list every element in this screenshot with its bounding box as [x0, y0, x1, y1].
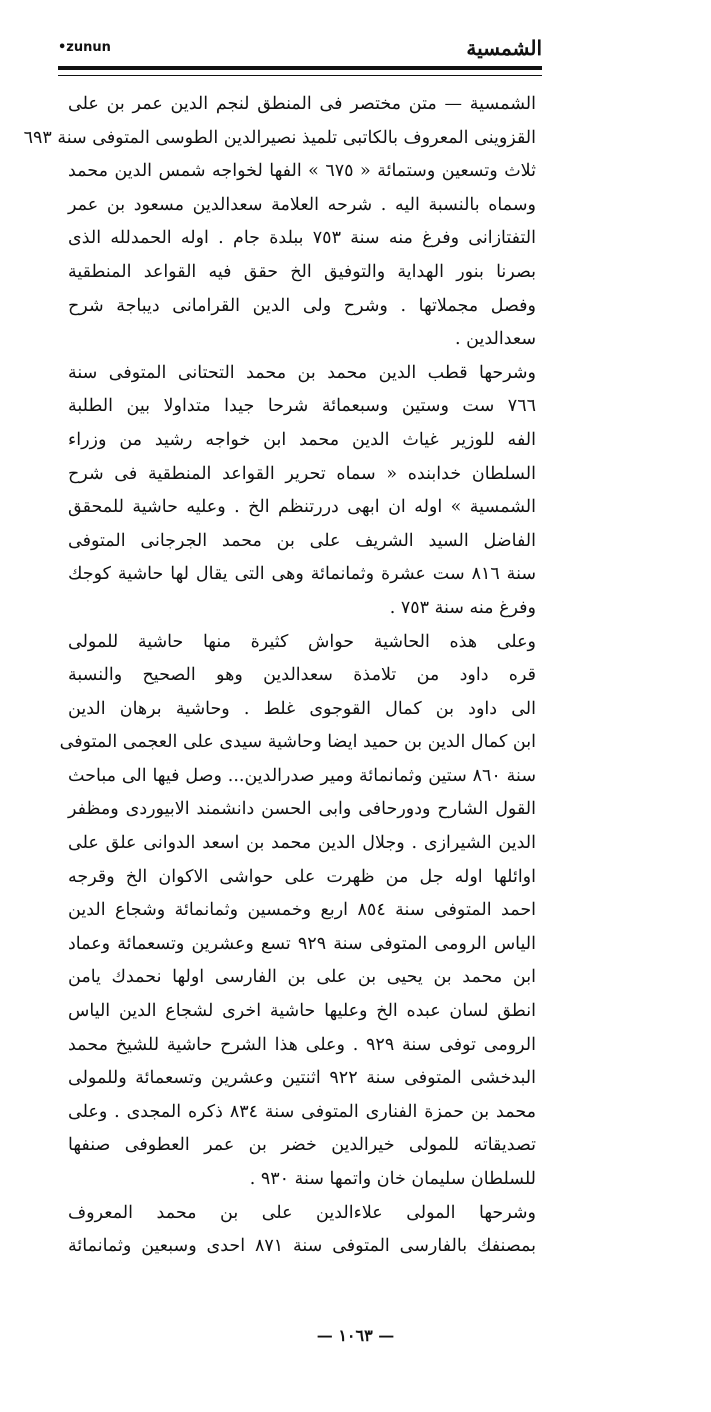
text-line: سعدالدين . [455, 329, 536, 350]
text-line: الفه للوزير غياث الدين محمد ابن خواجه رشيد من وزراء [68, 429, 536, 450]
text-line: ثلاث وتسعين وستمائة « ٦٧٥ » الفها لخواجه شمس الدين محمد [68, 161, 536, 182]
text-line: بمصنفك بالفارسى المتوفى سنة ٨٧١ احدى وسبعين وثمانمائة [68, 1236, 536, 1257]
text-line: السلطان خدابنده « سماه تحرير القواعد المنطقية فى شرح [68, 463, 536, 484]
header-rule-thin [58, 75, 542, 76]
running-title: الشمسية [466, 36, 542, 60]
text-line: القزوينى المعروف بالكاتبى تلميذ نصيرالدين الطوسى المتوفى سنة ٦٩٣ [23, 127, 536, 148]
text-line: وشرحها المولى علاءالدين على بن محمد المعروف [68, 1202, 536, 1223]
text-line: الياس الرومى المتوفى سنة ٩٢٩ تسع وعشرين وتسعمائة وعماد [68, 933, 536, 954]
body-text [23, 88, 537, 1264]
watermark-text: •zunun [58, 40, 111, 55]
text-line: اوائلها اوله جل من ظهرت على حواشى الاكوان الخ وقرجه [68, 866, 536, 887]
text-line: الدين الشيرازى . وجلال الدين محمد بن اسعد الدوانى علق على [68, 833, 536, 854]
text-line: تصديقاته للمولى خيرالدين خضر بن عمر العطوفى صنفها [68, 1135, 536, 1156]
text-line: التفتازانى وفرغ منه سنة ٧٥٣ ببلدة جام . اوله الحمدلله الذى [68, 228, 536, 249]
header-rule-thick [58, 66, 542, 70]
text-line: محمد بن حمزة الفنارى المتوفى سنة ٨٣٤ ذكره المجدى . وعلى [68, 1101, 536, 1122]
text-line: ابن كمال الدين بن حميد ايضا وحاشية سيدى على العجمى المتوفى [59, 732, 536, 753]
running-head [58, 36, 542, 62]
text-line: ٧٦٦ ست وستين وسبعمائة شرحا جيدا متداولا بين الطلبة [68, 396, 536, 417]
text-line: بصرنا بنور الهداية والتوفيق الخ حقق فيه القواعد المنطقية [68, 261, 536, 282]
text-line: البدخشى المتوفى سنة ٩٢٢ اثنتين وعشرين وتسعمائة وللمولى [68, 1068, 536, 1089]
text-line: الفاضل السيد الشريف على بن محمد الجرجانى المتوفى [68, 530, 536, 551]
text-line: وفصل مجملاتها . وشرح ولى الدين القرامانى ديباجة شرح [68, 295, 536, 316]
text-line: الشمسية — متن مختصر فى المنطق لنجم الدين عمر بن على [68, 94, 536, 114]
text-line: سنة ٨١٦ ست عشرة وثمانمائة وهى التى يقال لها حاشية كوجك [68, 564, 537, 585]
page-number: — ١٠٦٣ — [316, 1326, 395, 1345]
text-line: احمد المتوفى سنة ٨٥٤ اربع وخمسين وثمانمائة وشجاع الدين [68, 900, 536, 921]
text-line: للسلطان سليمان خان واتمها سنة ٩٣٠ . [249, 1169, 536, 1189]
text-line: وسماه بالنسبة اليه . شرحه العلامة سعدالدين مسعود بن عمر [68, 194, 536, 215]
text-line: وفرغ منه سنة ٧٥٣ . [389, 597, 536, 618]
text-line: وعلى هذه الحاشية حواش كثيرة منها حاشية للمولى [68, 631, 536, 652]
text-line: انطق لسان عبده الخ وعليها حاشية اخرى لشجاع الدين الياس [68, 1001, 536, 1022]
text-line: الشمسية » اوله ان ابهى دررتنظم الخ . وعليه حاشية للمحقق [68, 497, 536, 518]
text-line: سنة ٨٦٠ ستين وثمانمائة ومير صدرالدين... وصل فيها الى مباحث [68, 765, 536, 786]
text-line: ابن محمد بن يحيى بن على بن الفارسى اولها نحمدك يامن [68, 967, 536, 988]
text-line: قره داود من تلامذة سعدالدين وهو الصحيح والنسبة [68, 665, 536, 686]
text-line: الرومى توفى سنة ٩٢٩ . وعلى هذا الشرح حاشية للشيخ محمد [68, 1034, 536, 1055]
text-line: القول الشارح ودورحافى وابى الحسن دانشمند الابيوردى ومظفر [68, 799, 536, 820]
text-line: وشرحها قطب الدين محمد بن محمد التحتانى المتوفى سنة [68, 362, 536, 383]
text-line: الى داود بن كمال القوجوى غلط . وحاشية برهان الدين [68, 698, 536, 719]
